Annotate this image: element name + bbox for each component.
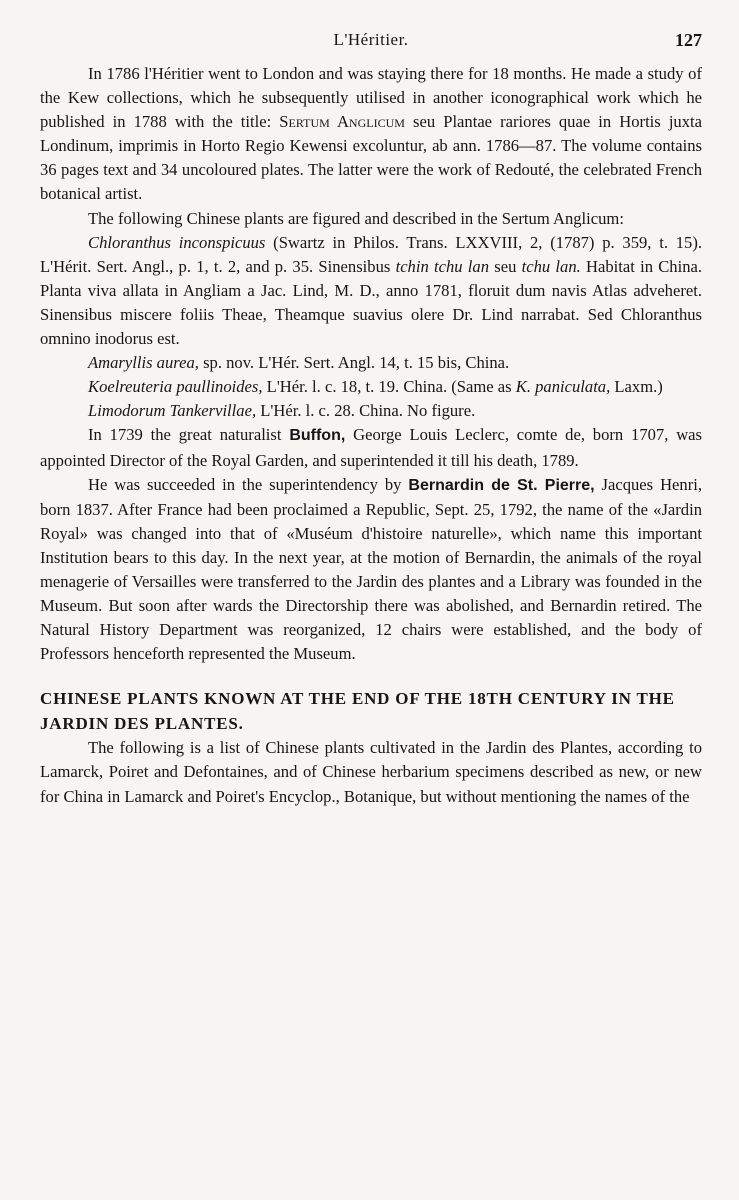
species-name: K. paniculata, (515, 377, 611, 397)
text-run: Habitat in China. Planta viva allata in Angliam a Jac. Lind, M. D., anno 1781, floruit dum navis Atlas adveheret. Sinensibus miscere foliis Theae, Theamque suavius olere Dr. Lind narrabat. Sed Chloranthus omnino inodorus est. (40, 256, 703, 349)
text-run: seu Plantae rariores quae in Hortis juxta Londinum, imprimis in Horto Regio Kewensi excoluntur, ab ann. 1786—87. The volume contains 36 pages text and 34 uncoloured plates. The latter were the work of Redouté, the celebrated French botanical artist. (40, 112, 702, 204)
species-name: Koelreuteria paullinoides, (88, 377, 263, 397)
text-run: L'Hér. l. c. 18, t. 19. China. (Same as (262, 377, 516, 397)
text-run: He was succeeded in the superintendency by (88, 474, 409, 494)
entry-limodorum (40, 399, 702, 423)
running-title: L'Héritier. (333, 30, 409, 49)
species-name: Chloranthus inconspicuus (88, 232, 266, 252)
entry-chloranthus (40, 231, 702, 351)
text-run: Laxm.) (610, 377, 663, 397)
entry-koelreuteria (40, 375, 702, 399)
book-title-sertum: Sertum Anglicum (279, 112, 405, 132)
species-name: Limodorum Tankervillae, (88, 401, 257, 421)
text-run: Jacques Henri, born 1837. After France had been proclaimed a Republic, Sept. 25, 1792, the name of the «Jardin Royal» was changed into that of «Muséum d'histoire naturelle», which name this important Institution bears to this day. In the next year, at the motion of Bernardin, the animals of the royal menagerie of Versailles were transferred to the Jardin des plantes and a Library was founded in the Museum. But soon after wards the Directorship there was abolished, and Bernardin retired. The Natural History Department was reorganized, 12 chairs were established, and the body of Professors henceforth represented the Museum. (40, 474, 702, 664)
name-buffon: Buffon, (289, 427, 346, 445)
text-run: In 1739 the great naturalist (88, 425, 290, 445)
text-run: George Louis Leclerc, comte de, born 1707, was appointed Director of the Royal Garden, and superintended it till his death, 1789. (40, 425, 702, 470)
chinese-name: tchu lan. (521, 256, 581, 276)
page-number: 127 (675, 30, 702, 50)
text-run: sp. nov. L'Hér. Sert. Angl. 14, t. 15 bis, China. (198, 353, 510, 373)
paragraph-buffon (40, 423, 702, 472)
text-run: (Swartz in Philos. Trans. LXXVIII, 2, (1787) p. 359, t. 15). L'Hérit. Sert. Angl., p. 1, t. 2, and p. 35. Sinensibus (40, 232, 703, 276)
paragraph-bernardin (40, 473, 702, 667)
text-run: L'Hér. l. c. 28. China. No figure. (256, 401, 476, 421)
chinese-name: tchin tchu lan (395, 256, 490, 276)
paragraph-london (40, 62, 702, 207)
paragraph-chinese-list-intro: The following is a list of Chinese plants cultivated in the Jardin des Plantes, according to Lamarck, Poiret and Defontaines, and of Chinese herbarium specimens described as new, or new for China in Lamarck and Poiret's Encyclop., Botanique, but without mentioning the names of the (40, 738, 702, 806)
text-run: seu (489, 256, 522, 276)
text-run: In 1786 l'Héritier went to London and was staying there for 18 months. He made a study of the Kew collections, which he subsequently utilised in another iconographical work which he published in 1788 with the title: (40, 64, 702, 132)
section-heading: CHINESE PLANTS KNOWN AT THE END OF THE 18TH CENTURY IN THE JARDIN DES PLANTES. (40, 689, 675, 734)
page-header (40, 30, 702, 54)
name-bernardin: Bernardin de St. Pierre, (408, 476, 595, 494)
paragraph-following-plants: The following Chinese plants are figured and described in the Sertum Anglicum: (88, 208, 624, 228)
species-name: Amaryllis aurea, (88, 353, 199, 373)
body-text (40, 62, 702, 809)
entry-amaryllis (40, 351, 702, 375)
